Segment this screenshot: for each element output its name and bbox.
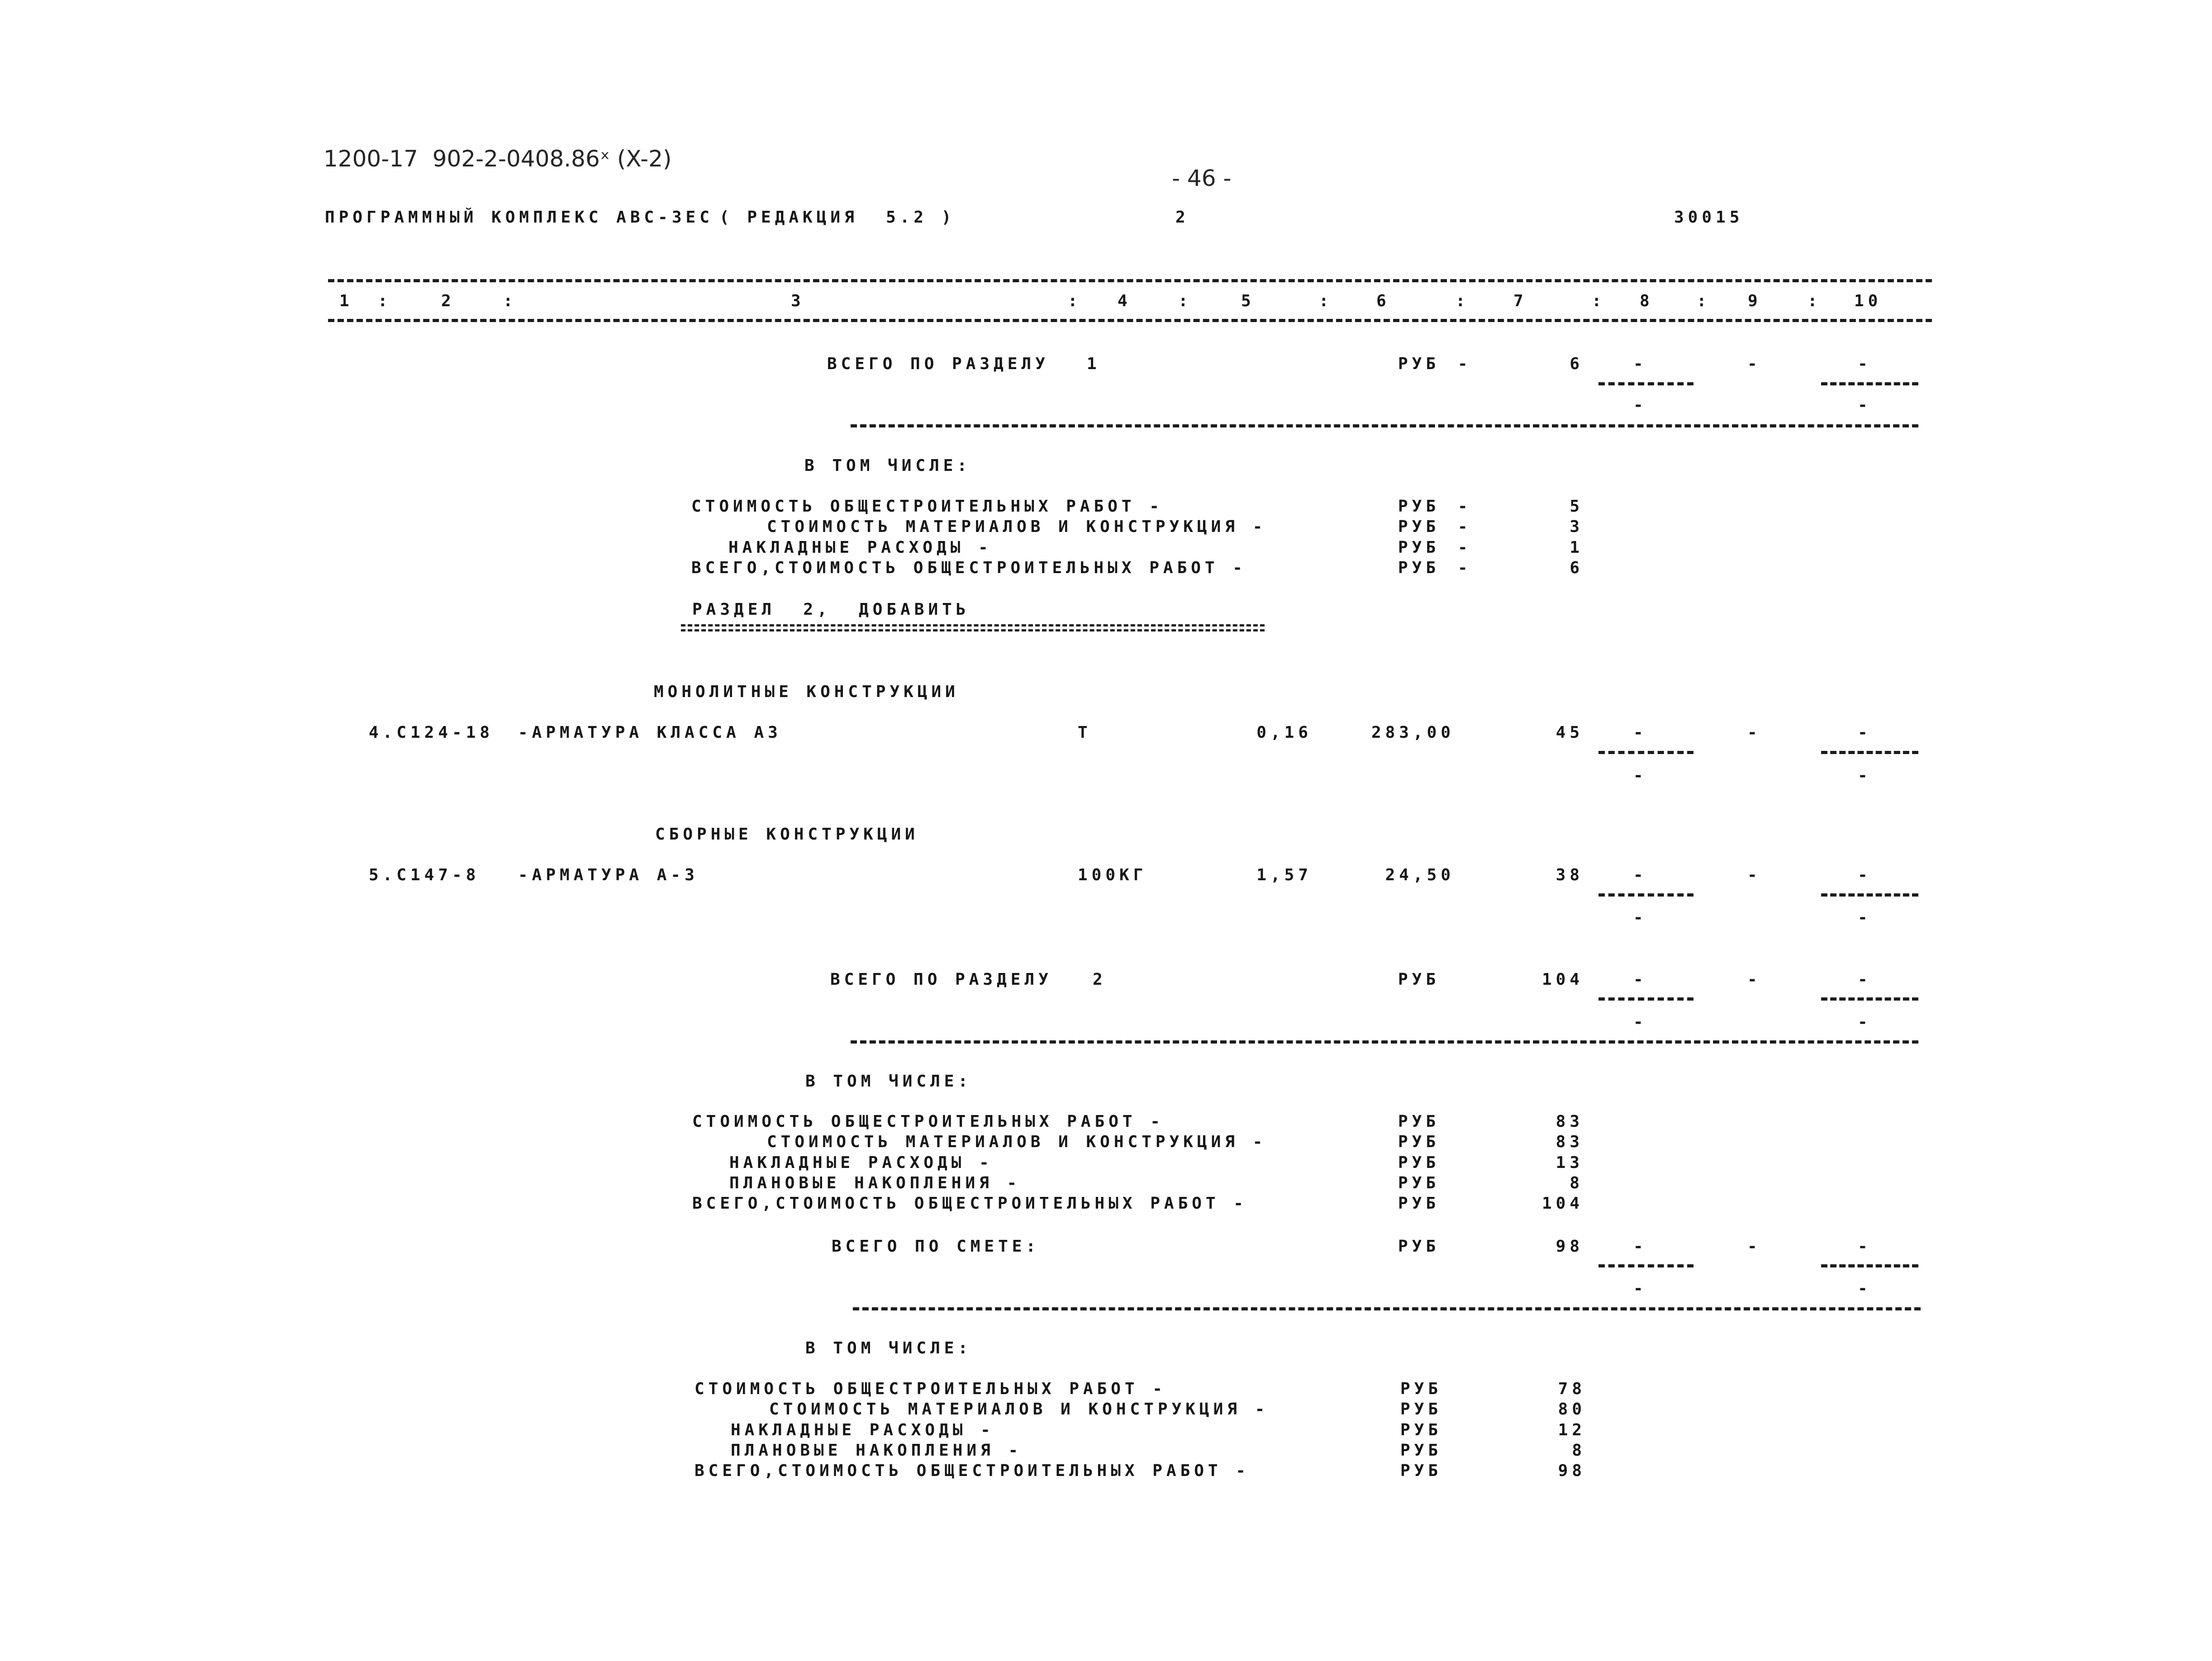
section1-total-unit: РУБ [1398, 355, 1440, 373]
column-separator: : [1808, 292, 1822, 310]
section2-total-col10: - [1858, 970, 1872, 989]
section1-including-title: В ТОМ ЧИСЛЕ: [804, 456, 971, 475]
section2-total-number: 2 [1093, 970, 1107, 989]
column-separator: : [1068, 292, 1082, 310]
item1-total: 45 [1556, 723, 1584, 742]
item1-col8-sub: - [1633, 766, 1647, 785]
section2-col10-sub: - [1858, 1013, 1872, 1031]
section1-breakdown-dash: - [1458, 538, 1472, 557]
section2-total-label: ВСЕГО ПО РАЗДЕЛУ [830, 970, 1052, 989]
section1-breakdown-dash: - [1458, 517, 1472, 536]
column-number-7: 7 [1513, 292, 1527, 310]
item1-price: 283,00 [1371, 723, 1455, 742]
section2-breakdown-unit: РУБ [1398, 1153, 1440, 1172]
section1-breakdown-value: 3 [1570, 517, 1584, 536]
item2-col10: - [1858, 866, 1872, 884]
section1-total-number: 1 [1087, 355, 1101, 373]
estimate-breakdown-label: ВСЕГО,СТОИМОСТЬ ОБЩЕСТРОИТЕЛЬНЫХ РАБОТ - [695, 1462, 1250, 1480]
header-rule-bottom [328, 319, 1932, 322]
section1-total-col6: - [1458, 355, 1472, 373]
item1-col8: - [1633, 723, 1647, 742]
section2-total-col7: 104 [1541, 970, 1584, 989]
estimate-breakdown-unit: РУБ [1400, 1441, 1442, 1460]
item1-code: 4.С124-18 [369, 723, 494, 742]
section2-total-col8: - [1633, 970, 1647, 989]
section2-breakdown-value: 104 [1541, 1194, 1584, 1213]
column-separator: : [378, 292, 392, 310]
item1-col10: - [1858, 723, 1872, 742]
item2-price: 24,50 [1385, 866, 1455, 884]
item2-col8-sub: - [1633, 908, 1647, 927]
estimate-including-title: В ТОМ ЧИСЛЕ: [805, 1339, 972, 1357]
item2-col9: - [1747, 866, 1761, 884]
estimate-breakdown-label: СТОИМОСТЬ МАТЕРИАЛОВ И КОНСТРУКЦИЯ - [769, 1400, 1269, 1419]
column-number-1: 1 [339, 292, 353, 310]
section2-breakdown-value: 8 [1570, 1174, 1584, 1192]
section2-title-underline [681, 624, 1265, 631]
section1-breakdown-unit: РУБ [1398, 517, 1440, 536]
estimate-total-rule [853, 1307, 1921, 1310]
section1-breakdown-value: 1 [1570, 538, 1584, 557]
program-edition: ( РЕДАКЦИЯ 5.2 ) [719, 208, 956, 227]
column-separator: : [503, 292, 517, 310]
estimate-breakdown-label: ПЛАНОВЫЕ НАКОПЛЕНИЯ - [731, 1441, 1023, 1460]
estimate-total-col10: - [1858, 1237, 1872, 1256]
section1-breakdown-dash: - [1458, 497, 1472, 516]
column-separator: : [1456, 292, 1470, 310]
item2-col10-sub: - [1858, 908, 1872, 927]
section1-col10-sub: - [1858, 396, 1872, 414]
estimate-breakdown-unit: РУБ [1400, 1380, 1442, 1398]
item1-name: -АРМАТУРА КЛАССА АЗ [518, 723, 782, 742]
section2-breakdown-value: 83 [1556, 1112, 1584, 1131]
header-rule-top [328, 279, 1932, 282]
item2-col8-rule [1598, 893, 1693, 897]
estimate-breakdown-unit: РУБ [1400, 1462, 1442, 1480]
column-separator: : [1697, 292, 1711, 310]
section1-total-col8: - [1633, 355, 1647, 373]
section1-breakdown-value: 5 [1570, 497, 1584, 516]
item2-total: 38 [1556, 866, 1584, 884]
sheet-number: 2 [1175, 208, 1189, 227]
section2-breakdown-value: 13 [1556, 1153, 1584, 1172]
section2-col8-rule [1598, 997, 1693, 1001]
estimate-col10-sub: - [1858, 1279, 1872, 1298]
section1-total-col7: 6 [1570, 355, 1584, 373]
estimate-col8-sub: - [1633, 1279, 1647, 1298]
section2-breakdown-unit: РУБ [1398, 1174, 1440, 1192]
section1-breakdown-unit: РУБ [1398, 538, 1440, 557]
section2-total-unit: РУБ [1398, 970, 1440, 989]
section1-total-col10: - [1858, 355, 1872, 373]
estimate-total-col9: - [1747, 1237, 1761, 1256]
section1-total-label: ВСЕГО ПО РАЗДЕЛУ [827, 355, 1049, 373]
section2-breakdown-label: НАКЛАДНЫЕ РАСХОДЫ - [729, 1153, 993, 1172]
estimate-breakdown-label: НАКЛАДНЫЕ РАСХОДЫ - [731, 1421, 994, 1439]
section1-total-col9: - [1747, 355, 1761, 373]
estimate-breakdown-label: СТОИМОСТЬ ОБЩЕСТРОИТЕЛЬНЫХ РАБОТ - [695, 1380, 1166, 1398]
group-prefab-title: СБОРНЫЕ КОНСТРУКЦИИ [655, 825, 919, 844]
estimate-col8-rule [1598, 1264, 1693, 1267]
group-monolithic-title: МОНОЛИТНЫЕ КОНСТРУКЦИИ [654, 683, 959, 701]
estimate-breakdown-value: 12 [1558, 1421, 1586, 1439]
item2-col10-rule [1821, 893, 1918, 897]
estimate-breakdown-value: 80 [1558, 1400, 1586, 1419]
estimate-total-col8: - [1633, 1237, 1647, 1256]
column-number-5: 5 [1241, 292, 1255, 310]
estimate-col10-rule [1821, 1264, 1918, 1267]
estimate-breakdown-value: 78 [1558, 1380, 1586, 1398]
item1-col10-rule [1821, 751, 1918, 754]
document-reference: 1200-17 902-2-0408.86ˣ (X-2) [323, 146, 672, 172]
column-number-4: 4 [1118, 292, 1132, 310]
section1-breakdown-value: 6 [1570, 559, 1584, 577]
program-name: ПРОГРАММНЫЙ КОМПЛЕКС АВС-ЗЕС [325, 208, 714, 227]
section1-col8-rule [1598, 382, 1693, 385]
section1-breakdown-unit: РУБ [1398, 559, 1440, 577]
section2-breakdown-unit: РУБ [1398, 1133, 1440, 1151]
estimate-total-label: ВСЕГО ПО СМЕТЕ: [832, 1237, 1040, 1256]
document-code: 30015 [1674, 208, 1744, 227]
section1-breakdown-label: СТОИМОСТЬ МАТЕРИАЛОВ И КОНСТРУКЦИЯ - [767, 517, 1267, 536]
section2-breakdown-label: СТОИМОСТЬ ОБЩЕСТРОИТЕЛЬНЫХ РАБОТ - [692, 1112, 1164, 1131]
item1-quantity: 0,16 [1256, 723, 1312, 742]
section1-breakdown-unit: РУБ [1398, 497, 1440, 516]
column-separator: : [1592, 292, 1606, 310]
column-separator: : [1178, 292, 1192, 310]
item2-unit: 100КГ [1078, 866, 1147, 884]
estimate-breakdown-value: 8 [1572, 1441, 1586, 1460]
column-number-8: 8 [1640, 292, 1654, 310]
estimate-total-unit: РУБ [1398, 1237, 1440, 1256]
section2-breakdown-label: СТОИМОСТЬ МАТЕРИАЛОВ И КОНСТРУКЦИЯ - [767, 1133, 1267, 1151]
column-number-9: 9 [1748, 292, 1762, 310]
item2-name: -АРМАТУРА А-3 [518, 866, 699, 884]
section2-total-col9: - [1747, 970, 1761, 989]
estimate-breakdown-unit: РУБ [1400, 1421, 1442, 1439]
column-separator: : [1319, 292, 1333, 310]
section2-breakdown-label: ПЛАНОВЫЕ НАКОПЛЕНИЯ - [729, 1174, 1021, 1192]
estimate-total-col7: 98 [1556, 1237, 1584, 1256]
section2-breakdown-unit: РУБ [1398, 1194, 1440, 1213]
section1-breakdown-dash: - [1458, 559, 1472, 577]
section2-breakdown-value: 83 [1556, 1133, 1584, 1151]
section2-breakdown-unit: РУБ [1398, 1112, 1440, 1131]
item1-unit: Т [1078, 723, 1092, 742]
estimate-breakdown-unit: РУБ [1400, 1400, 1442, 1419]
item1-col9: - [1747, 723, 1761, 742]
section2-breakdown-label: ВСЕГО,СТОИМОСТЬ ОБЩЕСТРОИТЕЛЬНЫХ РАБОТ - [692, 1194, 1247, 1213]
item2-col8: - [1633, 866, 1647, 884]
section2-title: РАЗДЕЛ 2, ДОБАВИТЬ [692, 600, 970, 619]
section2-col10-rule [1821, 997, 1918, 1001]
column-number-10: 10 [1854, 292, 1882, 310]
item2-code: 5.С147-8 [369, 866, 480, 884]
section1-total-rule [851, 424, 1918, 427]
estimate-breakdown-value: 98 [1558, 1462, 1586, 1480]
item2-quantity: 1,57 [1256, 866, 1312, 884]
section1-breakdown-label: ВСЕГО,СТОИМОСТЬ ОБЩЕСТРОИТЕЛЬНЫХ РАБОТ - [691, 559, 1246, 577]
section1-breakdown-label: СТОИМОСТЬ ОБЩЕСТРОИТЕЛЬНЫХ РАБОТ - [691, 497, 1163, 516]
section2-including-title: В ТОМ ЧИСЛЕ: [805, 1072, 972, 1091]
section2-col8-sub: - [1633, 1013, 1647, 1031]
section2-total-rule [851, 1040, 1918, 1044]
column-number-2: 2 [441, 292, 455, 310]
section1-col8-sub: - [1633, 396, 1647, 414]
page-number: - 46 - [1172, 165, 1232, 191]
item1-col8-rule [1598, 751, 1693, 754]
section1-col10-rule [1821, 382, 1918, 385]
section1-breakdown-label: НАКЛАДНЫЕ РАСХОДЫ - [728, 538, 992, 557]
column-number-6: 6 [1376, 292, 1390, 310]
column-number-3: 3 [791, 292, 805, 310]
item1-col10-sub: - [1858, 766, 1872, 785]
